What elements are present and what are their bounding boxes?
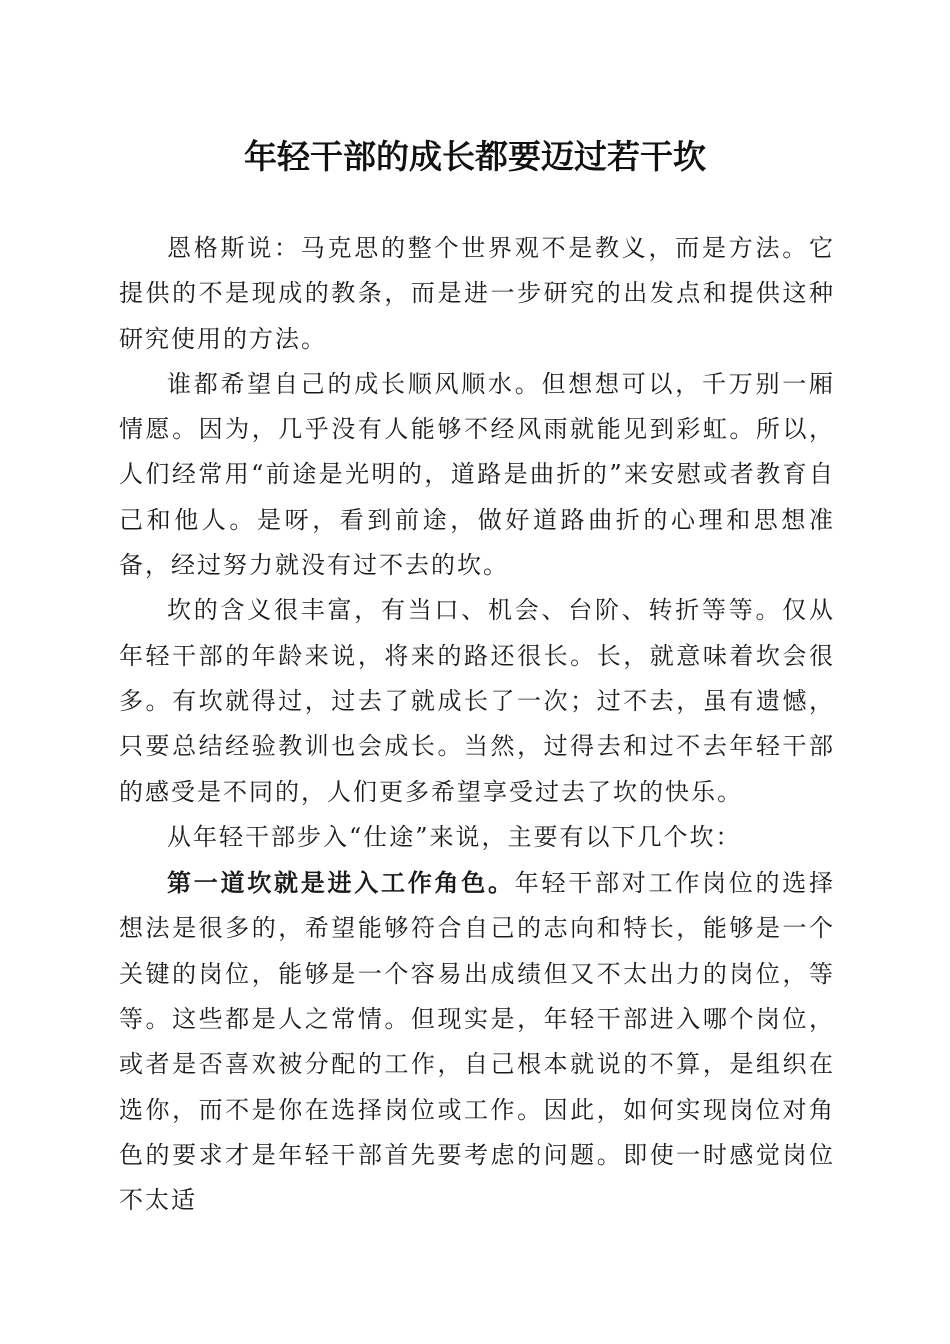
paragraph-1 [119,226,835,362]
paragraph-4 [119,815,835,860]
paragraph-text: 恩格斯说：马克思的整个世界观不是教义，而是方法。它提供的不是现成的教条，而是进一步研究的出发点和提供这种研究使用的方法。 [119,234,835,353]
paragraph-2 [119,362,835,588]
paragraph-lead-heading: 第一道坎就是进入工作角色。 [167,868,515,898]
paragraph-text: 从年轻干部步入“仕途”来说，主要有以下几个坎： [167,822,742,851]
paragraph-5 [119,860,835,1223]
document-title: 年轻干部的成长都要迈过若干坎 [244,137,706,176]
paragraph-text: 谁都希望自己的成长顺风顺水。但想想可以，千万别一厢情愿。因为，几乎没有人能够不经风雨就能见到彩虹。所以，人们经常用“前途是光明的，道路是曲折的”来安慰或者教育自己和他人。是呀，看到前途，做好道路曲折的心理和思想准备，经过努力就没有过不去的坎。 [119,369,835,580]
paragraph-text: 坎的含义很丰富，有当口、机会、台阶、转折等等。仅从年轻干部的年龄来说，将来的路还很长。长，就意味着坎会很多。有坎就得过，过去了就成长了一次；过不去，虽有遗憾，只要总结经验教训也会成长。当然，过得去和过不去年轻干部的感受是不同的，人们更多希望享受过去了坎的快乐。 [119,596,835,806]
document-body [119,226,835,1224]
paragraph-3 [119,588,835,814]
paragraph-text: 年轻干部对工作岗位的选择想法是很多的，希望能够符合自己的志向和特长，能够是一个关键的岗位，能够是一个容易出成绩但又不太出力的岗位，等等。这些都是人之常情。但现实是，年轻干部进入哪个岗位，或者是否喜欢被分配的工作，自己根本就说的不算，是组织在选你，而不是你在选择岗位或工作。因此，如何实现岗位对角色的要求才是年轻干部首先要考虑的问题。即使一时感觉岗位不太适 [119,869,835,1215]
